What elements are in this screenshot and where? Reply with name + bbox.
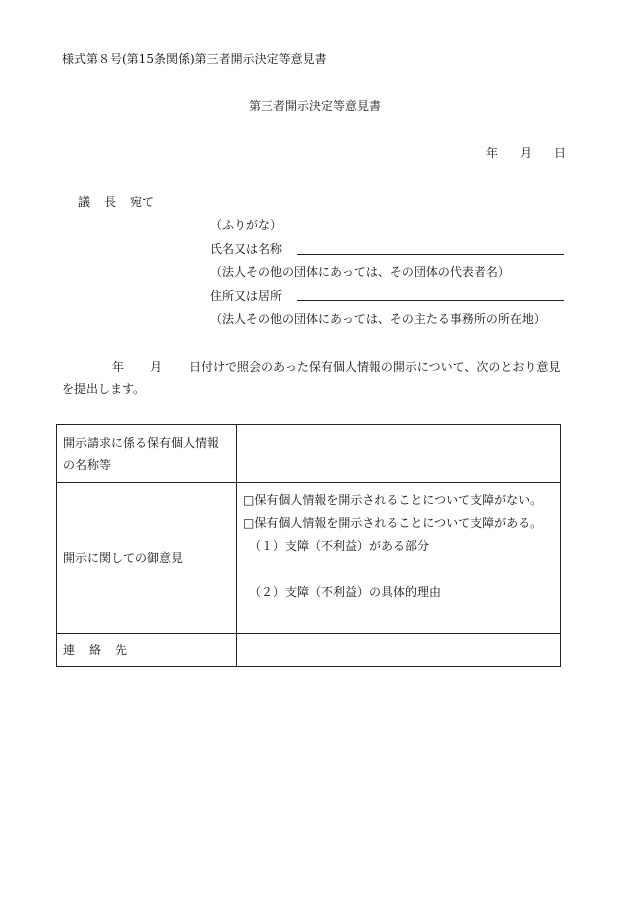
contact-part3: 先 (115, 643, 128, 657)
option-has-issue-checkbox[interactable]: □保有個人情報を開示されることについて支障がある。 (243, 516, 543, 530)
issue-reason-label: （２）支障（不利益）の具体的理由 (249, 585, 442, 599)
addressee-part2: 長 (104, 195, 117, 209)
body-year: 年 (112, 360, 125, 374)
contact-label-cell (57, 634, 237, 667)
opinion-label-cell: 開示に関しての御意見 (57, 483, 237, 634)
address-label: 住所又は居所 (210, 289, 283, 303)
contact-part1: 連 (63, 643, 76, 657)
name-label: 氏名又は名称 (210, 242, 283, 256)
body-month: 月 (150, 360, 163, 374)
table-row (57, 634, 561, 667)
date-month: 月 (519, 146, 532, 160)
addressee (78, 196, 154, 208)
date-year: 年 (485, 146, 498, 160)
body-paragraph-line1 (62, 361, 560, 373)
addressee-part1: 議 (78, 195, 91, 209)
table-row (57, 425, 561, 483)
furigana-label: （ふりがな） (210, 218, 283, 232)
date-day: 日 (553, 146, 566, 160)
document-title: 第三者開示決定等意見書 (248, 99, 381, 113)
addressee-part3: 宛て (130, 195, 155, 209)
contact-input-cell[interactable] (237, 634, 561, 667)
opinion-input-cell[interactable] (237, 483, 561, 634)
issue-part-label: （１）支障（不利益）がある部分 (249, 539, 430, 553)
contact-part2: 絡 (89, 643, 102, 657)
option-no-issue-checkbox[interactable]: □保有個人情報を開示されることについて支障がない。 (243, 493, 543, 507)
info-name-label-line2: の名称等 (63, 457, 112, 472)
table-row (57, 483, 561, 634)
address-field[interactable] (297, 300, 564, 301)
body-paragraph-line2: を提出します。 (62, 382, 146, 396)
body-text: 日付けで照会のあった保有個人情報の開示について、次のとおり意見 (189, 360, 561, 374)
address-note: （法人その他の団体にあっては、その主たる事務所の所在地） (210, 312, 546, 326)
info-name-input-cell[interactable] (237, 425, 561, 483)
info-name-label-line1: 開示請求に係る保有個人情報 (63, 435, 220, 450)
form-number-label: 様式第８号(第15条関係)第三者開示決定等意見書 (62, 52, 327, 66)
opinion-table (56, 424, 561, 667)
name-note: （法人その他の団体にあっては、その団体の代表者名） (210, 265, 510, 279)
info-name-label-cell (57, 425, 237, 483)
date-line (486, 147, 566, 159)
name-field[interactable] (297, 254, 564, 255)
